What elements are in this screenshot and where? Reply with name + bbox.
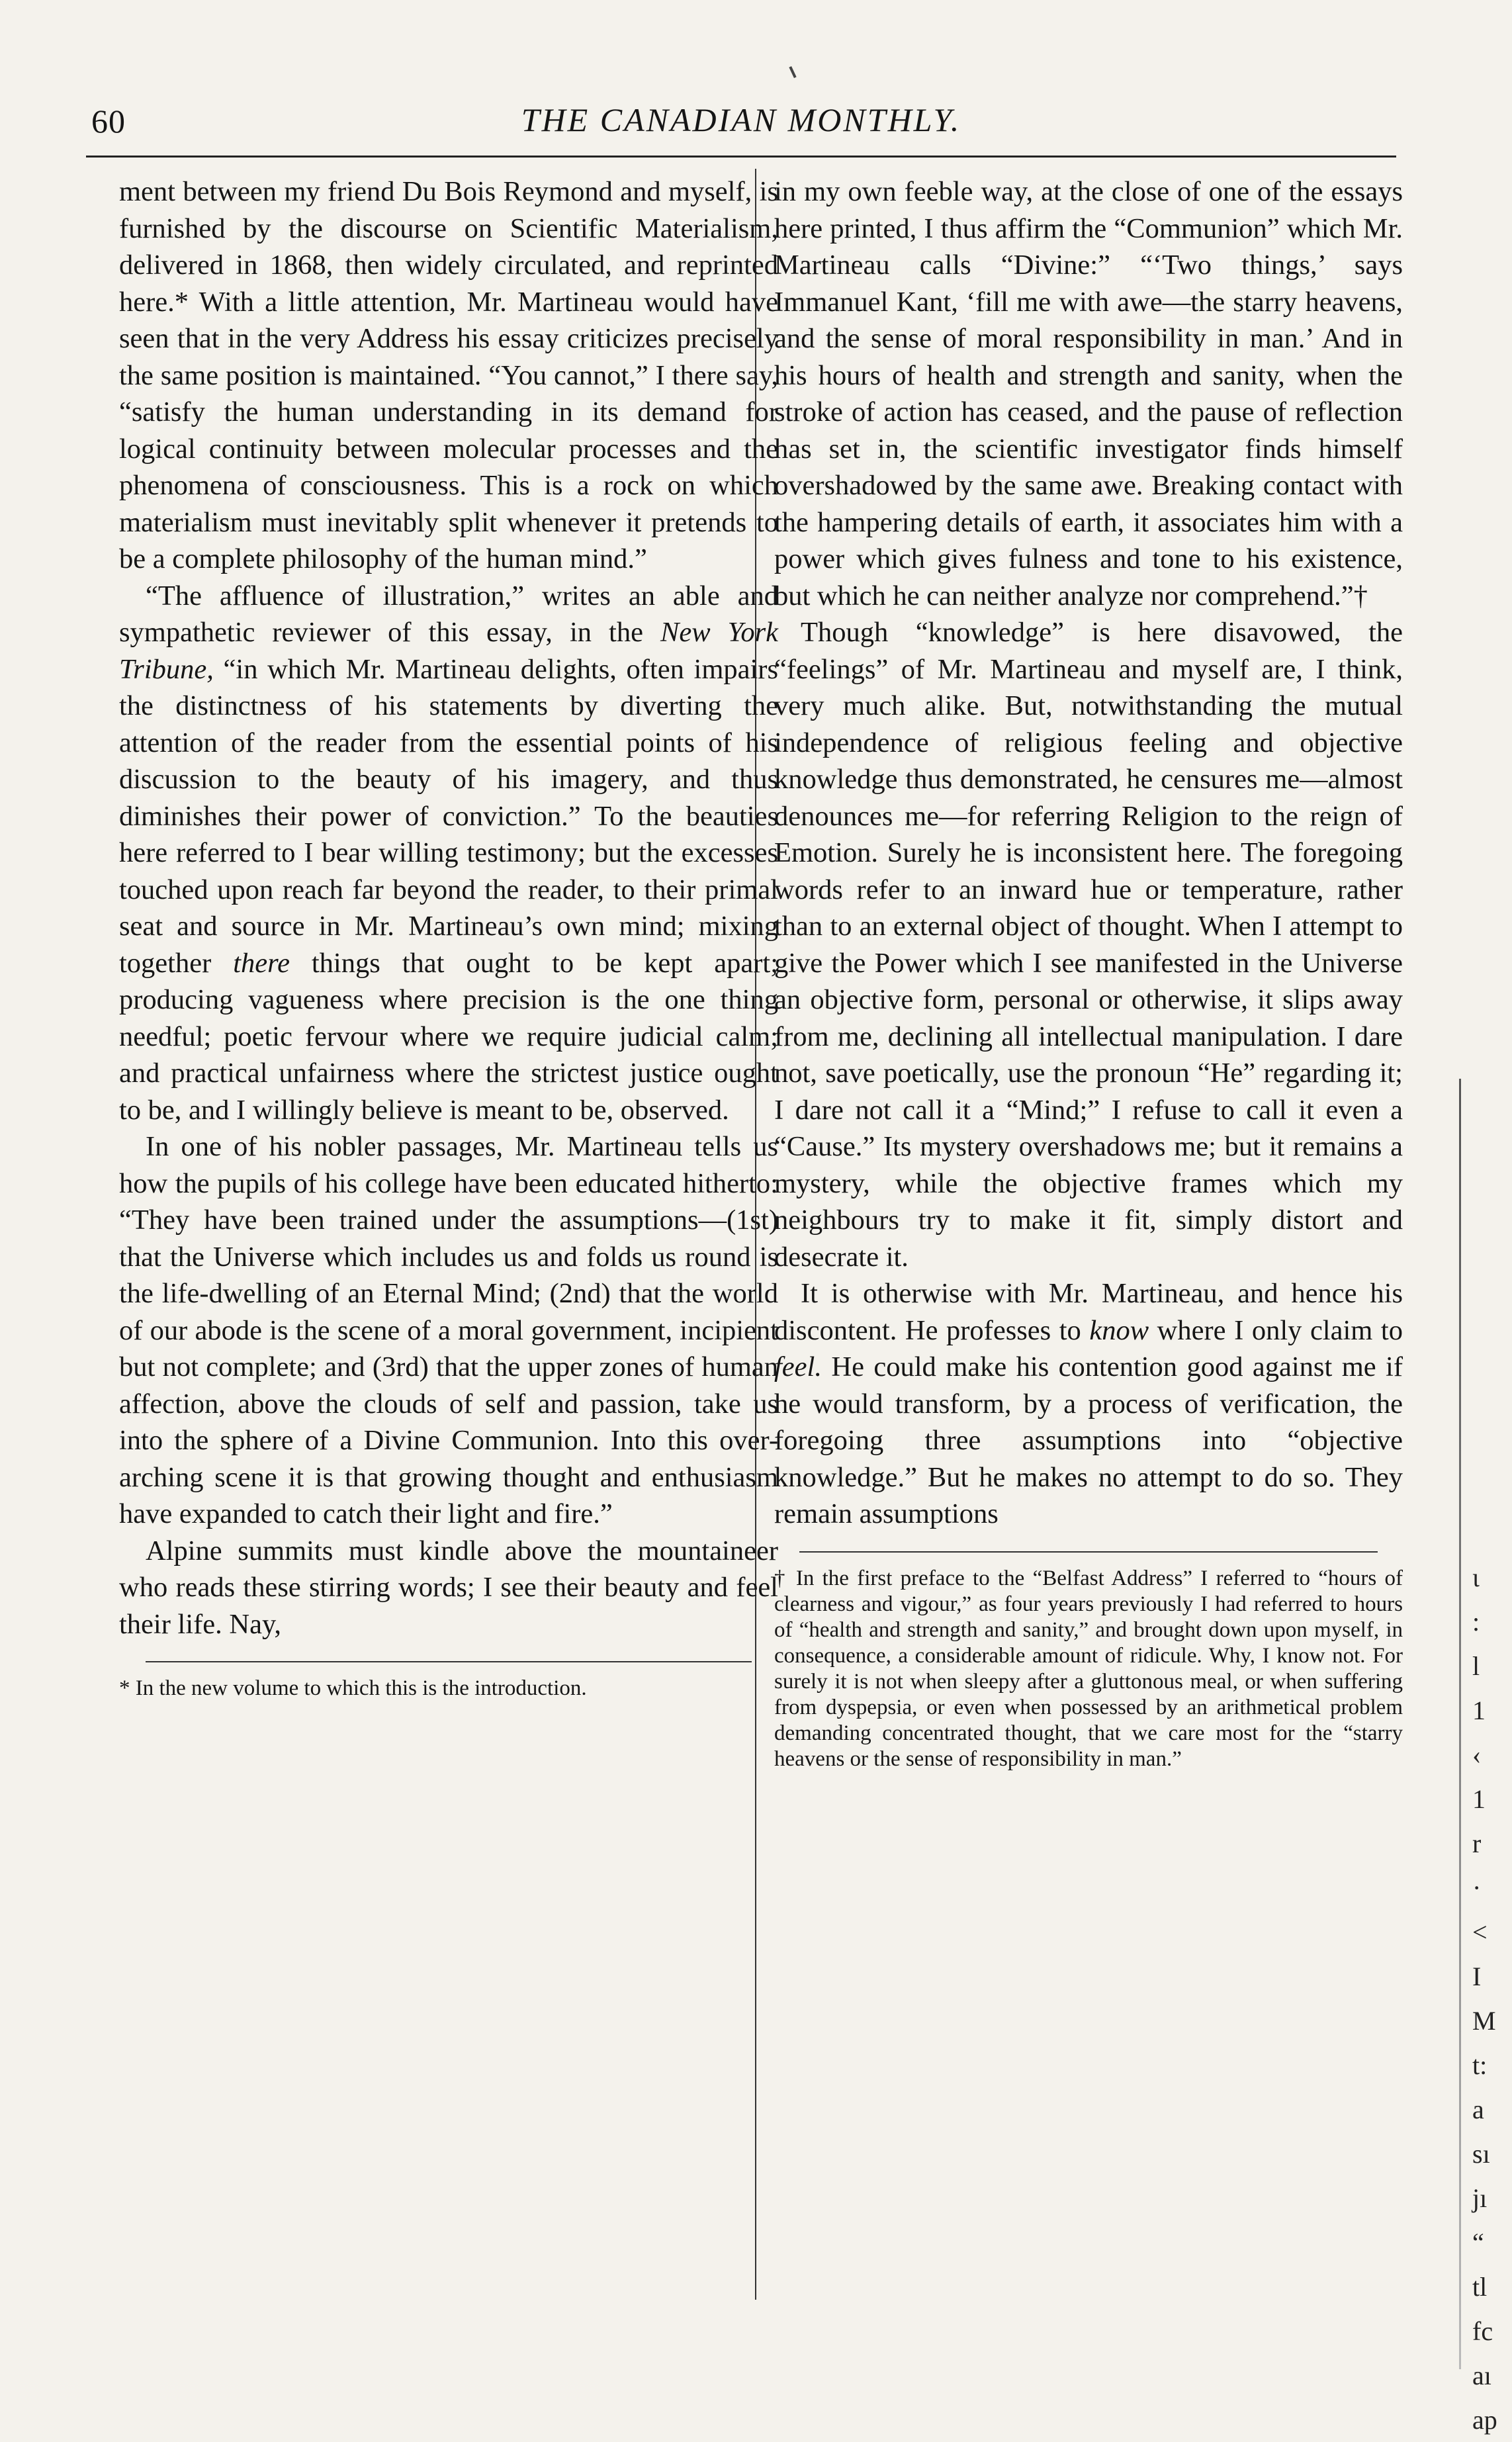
right-paragraph-1: in my own feeble way, at the close of one of the essays here printed, I thus affirm the “Communion” which Mr. Martineau calls “Divine:” “‘Two things,’ says Immanuel Kant, ‘fill me with awe—the starry heavens, and the sense of moral responsibility in man.’ And in his hours of health and strength and sanity, when the stroke of action has ceased, and the pause of reflection has set in, the scientific investigator finds himself overshadowed by the same awe. Breaking contact with the hampering details of earth, it associates him with a power which gives fulness and tone to his existence, but which he can neither analyze nor comprehend.”† (774, 176, 1403, 611)
facing-page-edge-line (1459, 1079, 1461, 2369)
facing-page-edge (1459, 1079, 1505, 2435)
right-paragraph-3 (774, 1275, 1403, 1533)
left-footnote-rule (146, 1661, 752, 1662)
right-column (774, 173, 1403, 1772)
left-paragraph-1: ment between my friend Du Bois Reymond and myself, is furnished by the discourse on Scientific Materialism, delivered in 1868, then widely circulated, and reprinted here.* With a little attention, Mr. Martineau would have seen that in the very Address his essay criticizes precisely the same position is maintained. “You cannot,” I there say, “satisfy the human understanding in its demand for logical continuity between molecular processes and the phenomena of consciousness. This is a rock on which materialism must inevitably split whenever it pretends to be a complete philosophy of the human mind.” (119, 176, 778, 574)
running-head: THE CANADIAN MONTHLY. (521, 101, 961, 138)
left-paragraph-2-text-a: “The affluence of illustration,” writes an able and sympathetic reviewer of this essay, in the (119, 580, 778, 648)
left-footnote: * In the new volume to which this is the introduction. (119, 1676, 587, 1700)
right-paragraph-3-emphasis-feel: feel. (774, 1351, 822, 1382)
facing-page-edge-letters: ɩ : l 1 ‹ 1 r · < I M t: a sı jı “ tl fc aı ap (1472, 1562, 1497, 2435)
left-paragraph-2-text-c: things that ought to be kept apart; producing vagueness where precision is the one thing needful; poetic fervour where we require judicial calm; and practical unfairness where the strictest justice ought to be, and I willingly believe is meant to be, observed. (119, 947, 779, 1126)
left-paragraph-2-newspaper-title: New York Tribune, (119, 617, 779, 685)
left-paragraph-2 (119, 578, 778, 1129)
left-column (119, 173, 778, 1701)
left-paragraph-3: In one of his nobler passages, Mr. Martineau tells us how the pupils of his college have been educated hitherto: “They have been trained under the assumptions—(1st) that the Universe which includes us and folds us round is the life-dwelling of an Eternal Mind; (2nd) that the world of our abode is the scene of a moral government, incipient but not complete; and (3rd) that the upper zones of human affection, above the clouds of self and passion, take us into the sphere of a Divine Communion. Into this over-arching scene it is that growing thought and enthusiasm have expanded to catch their light and fire.” (119, 1131, 778, 1529)
right-paragraph-3-emphasis-know: know (1089, 1314, 1149, 1346)
page-header (86, 99, 1396, 152)
right-footnote-rule (799, 1551, 1378, 1553)
right-paragraph-3-text-c: He could make his contention good against me if he would transform, by a process of verification, the foregoing three assumptions into “objective knowledge.” But he makes no attempt to do so. They remain assumptions (774, 1351, 1403, 1529)
ink-speck (789, 66, 796, 78)
right-paragraph-3-text-b: where I only claim to (1149, 1314, 1403, 1346)
header-rule (86, 156, 1396, 158)
left-paragraph-4: Alpine summits must kindle above the mountaineer who reads these stirring words; I see their beauty and feel their life. Nay, (119, 1535, 778, 1640)
right-paragraph-3-text-a: It is otherwise with Mr. Martineau, and hence his discontent. He professes to (774, 1278, 1403, 1346)
right-paragraph-2: Though “knowledge” is here disavowed, the “feelings” of Mr. Martineau and myself are, I think, very much alike. But, notwithstanding the mutual independence of religious feeling and objective knowledge thus demonstrated, he censures me—almost denounces me—for referring Religion to the reign of Emotion. Surely he is inconsistent here. The foregoing words refer to an inward hue or temperature, rather than to an external object of thought. When I attempt to give the Power which I see manifested in the Universe an objective form, personal or otherwise, it slips away from me, declining all intellectual manipulation. I dare not, save poetically, use the pronoun “He” regarding it; I dare not call it a “Mind;” I refuse to call it even a “Cause.” Its mystery overshadows me; but it remains a mystery, while the objective frames which my neighbours try to make it fit, simply distort and desecrate it. (774, 617, 1403, 1273)
right-footnote: † In the first preface to the “Belfast Address” I referred to “hours of clearness and vigour,” as four years previously I had referred to hours of “health and strength and sanity,” and brought down upon myself, in consequence, a considerable amount of ridicule. Why, I know not. For surely it is not when sleepy after a gluttonous meal, or when suffering from dyspepsia, or even when possessed by an arithmetical problem demanding concentrated thought, that we care most for the “starry heavens or the sense of responsibility in man.” (774, 1566, 1403, 1771)
page-number: 60 (91, 103, 126, 140)
left-paragraph-2-text-b: “in which Mr. Martineau delights, often impairs the distinctness of his statements by diverting the attention of the reader from the essential points of his discussion to the beauty of his imagery, and thus diminishes their power of conviction.” To the beauties here referred to I bear willing testimony; but the excesses touched upon reach far beyond the reader, to their primal seat and source in Mr. Martineau’s own mind; mixing together (119, 653, 778, 979)
left-paragraph-2-emphasis: there (233, 947, 290, 979)
